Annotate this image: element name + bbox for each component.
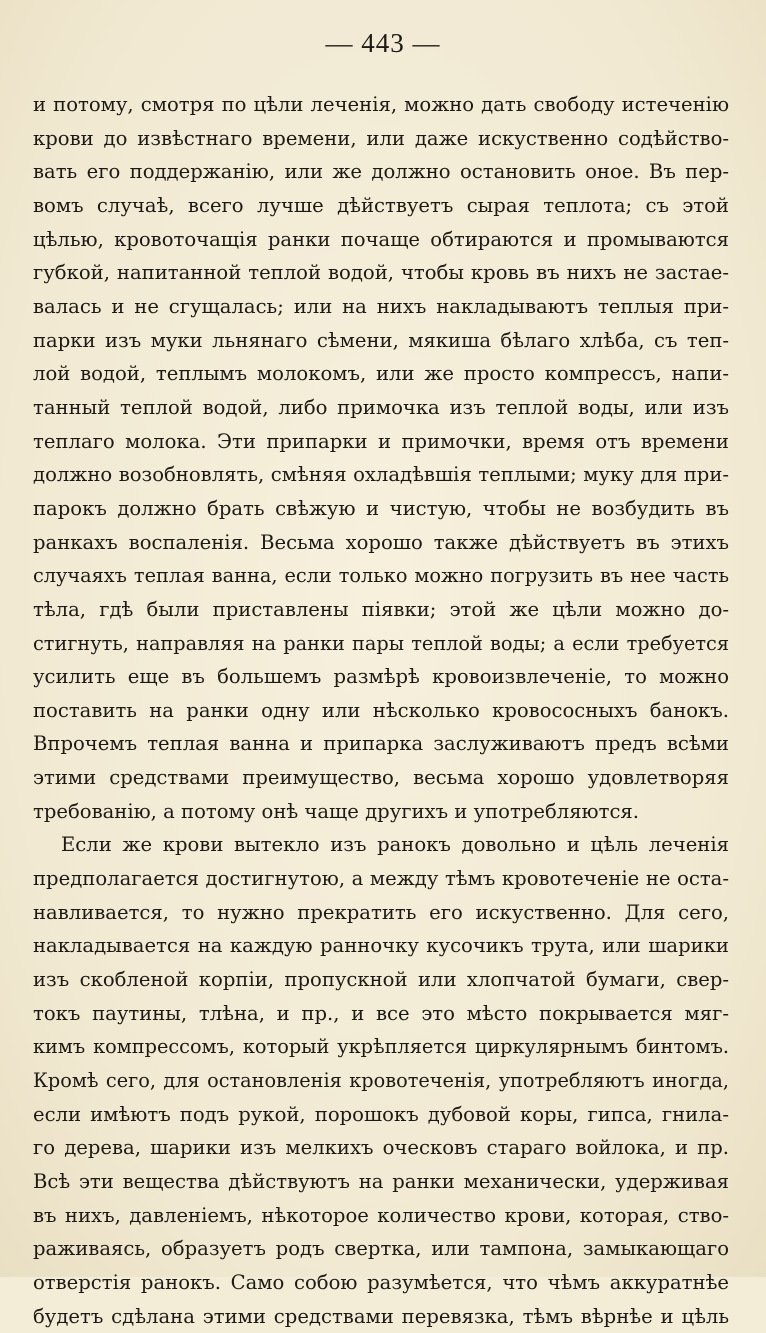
text-line: стигнуть, направляя на ранки пары теплой воды; а если требуется (33, 631, 729, 655)
text-line: вомъ случаѣ, всего лучше дѣйствуетъ сырая теплота; съ этой (33, 193, 729, 217)
text-line: если имѣютъ подъ рукой, порошокъ дубовой коры, гипса, гнила- (33, 1102, 729, 1126)
text-line: крови до извѣстнаго времени, или даже искуственно содѣйство- (33, 126, 729, 150)
text-line: требованію, а потому онѣ чаще другихъ и употребляются. (33, 799, 640, 823)
text-line: этими средствами преимущество, весьма хорошо удовлетворяя (33, 766, 729, 790)
page-number: — 443 — (325, 28, 441, 58)
text-line: поставить на ранки одну или нѣсколько кровососныхъ банокъ. (33, 698, 729, 722)
text-line: цѣлью, кровоточащія ранки почаще обтираются и промываются (33, 227, 729, 251)
text-line: валась и не сгущалась; или на нихъ накладываютъ теплыя при- (33, 294, 729, 318)
text-line: Впрочемъ теплая ванна и припарка заслуживаютъ предъ всѣми (33, 732, 729, 756)
text-line: тѣла, гдѣ были приставлены піявки; этой же цѣли можно до- (33, 597, 729, 621)
text-line: въ нихъ, давленіемъ, нѣкоторое количество крови, которая, ство- (33, 1203, 729, 1227)
text-line: и потому, смотря по цѣли леченія, можно дать свободу истеченію (33, 93, 729, 116)
text-line: отверстія ранокъ. Само собою разумѣется, что чѣмъ аккуратнѣе (33, 1270, 729, 1294)
text-line: го дерева, шарики изъ мелкихъ оческовъ стараго войлока, и пр. (33, 1136, 729, 1160)
text-line: должно возобновлять, смѣняя охладѣвшія теплыми; муку для при- (33, 463, 729, 487)
text-line: накладывается на каждую ранночку кусочикъ трута, или шарики (33, 934, 729, 958)
text-line: ранкахъ воспаленія. Весьма хорошо также дѣйствуетъ въ этихъ (33, 530, 729, 554)
text-line: парки изъ муки льнянаго сѣмени, мякиша бѣлаго хлѣба, съ теп- (33, 328, 729, 352)
text-line: раживаясь, образуетъ родъ свертка, или тампона, замыкающаго (33, 1237, 729, 1261)
text-line: губкой, напитанной теплой водой, чтобы кровь въ нихъ не застае- (33, 261, 729, 285)
text-line: теплаго молока. Эти припарки и примочки, время отъ времени (33, 429, 729, 453)
text-line: навливается, то нужно прекратить его искуственно. Для сего, (33, 900, 729, 924)
text-line: токъ паутины, тлѣна, и пр., и все это мѣсто покрывается мяг- (33, 1001, 729, 1025)
text-line: лой водой, теплымъ молокомъ, или же просто компрессъ, напи- (33, 362, 729, 386)
text-line: предполагается достигнутою, а между тѣмъ кровотеченіе не оста- (33, 867, 729, 891)
text-line: парокъ должно брать свѣжую и чистую, чтобы не возбудить въ (33, 496, 729, 520)
text-line: изъ скобленой корпіи, пропускной или хлопчатой бумаги, свер- (33, 968, 729, 992)
text-line: будетъ сдѣлана этими средствами перевязка, тѣмъ вѣрнѣе и цѣль (33, 1304, 729, 1328)
text-line: вать его поддержанію, или же должно остановить оное. Въ пер- (33, 160, 729, 184)
text-line: Кромѣ сего, для остановленія кровотеченія, употребляютъ иногда, (33, 1069, 729, 1093)
text-line: танный теплой водой, либо примочка изъ теплой воды, или изъ (33, 395, 729, 419)
text-line: Если же крови вытекло изъ ранокъ довольно и цѣль леченія (61, 833, 729, 857)
text-line: Всѣ эти вещества дѣйствуютъ на ранки механически, удерживая (33, 1170, 729, 1193)
text-line: усилить еще въ большемъ размѣрѣ кровоизвлеченіе, то можно (33, 665, 729, 689)
body-text (33, 88, 729, 1333)
text-line: кимъ компрессомъ, который укрѣпляется циркулярнымъ бинтомъ. (33, 1035, 729, 1059)
text-line: случаяхъ теплая ванна, если только можно погрузить въ нее часть (33, 564, 729, 588)
